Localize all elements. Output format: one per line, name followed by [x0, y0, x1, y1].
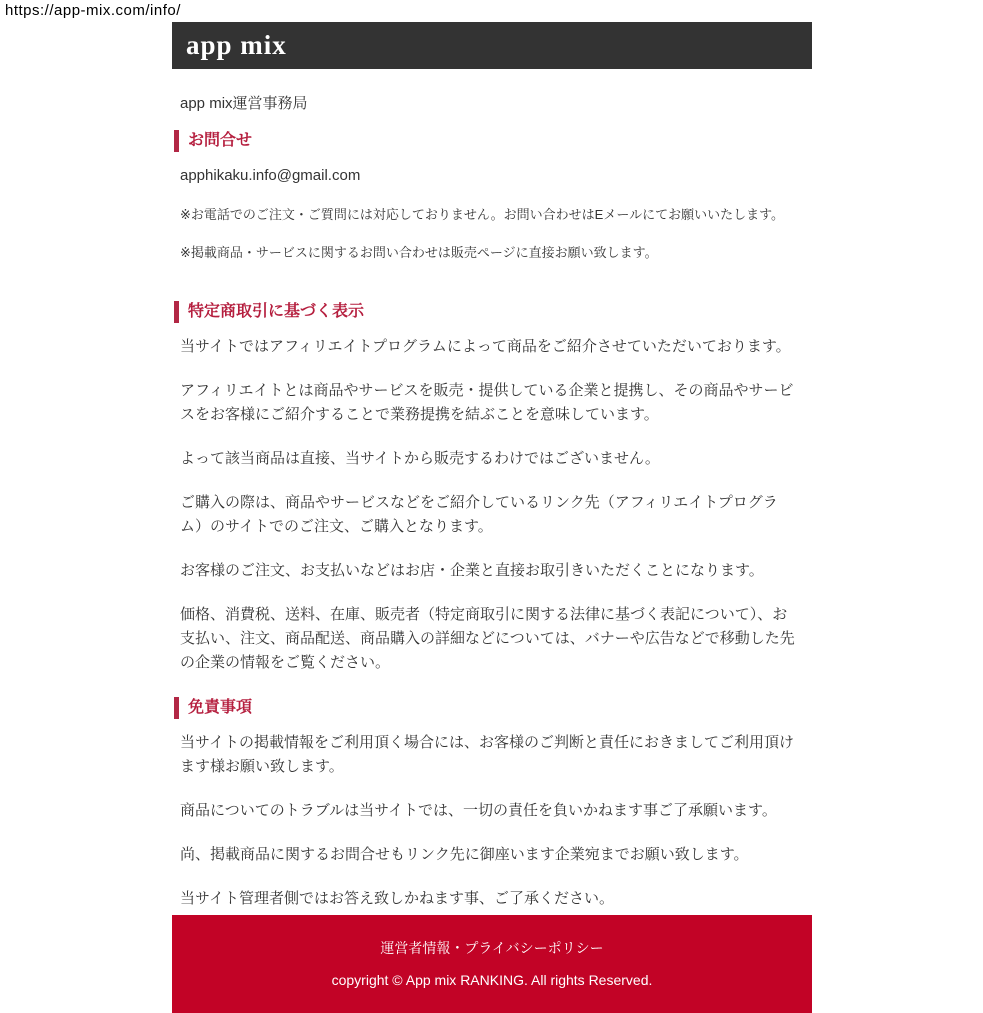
- contact-email: apphikaku.info@gmail.com: [180, 167, 361, 184]
- disclaimer-heading: 免責事項: [174, 697, 797, 719]
- contact-note: ※お電話でのご注文・ご質問には対応しておりません。お問い合わせはEメールにてお願いいたします。: [180, 207, 785, 222]
- body-paragraph: お客様のご注文、お支払いなどはお店・企業と直接お取引きいただくことになります。: [180, 562, 764, 579]
- site-footer: [172, 915, 812, 1013]
- body-paragraph: ご購入の際は、商品やサービスなどをご紹介しているリンク先（アフィリエイトプログラム）のサイトでのご注文、ご購入となります。: [180, 494, 778, 535]
- body-paragraph: 当サイトではアフィリエイトプログラムによって商品をご紹介させていただいております。: [180, 338, 791, 355]
- page-content: [172, 92, 812, 911]
- site-operator-text: app mix運営事務局: [180, 95, 308, 112]
- body-paragraph: アフィリエイトとは商品やサービスを販売・提供している企業と提携し、その商品やサービスをお客様にご紹介することで業務提携を結ぶことを意味しています。: [180, 382, 794, 423]
- body-paragraph: 当サイト管理者側ではお答え致しかねます事、ご了承ください。: [180, 890, 614, 907]
- body-paragraph: 価格、消費税、送料、在庫、販売者（特定商取引に関する法律に基づく表記について）、お支払い、注文、商品配送、商品購入の詳細などについては、バナーや広告などで移動した先の企業の情報をご覧ください。: [180, 606, 795, 671]
- body-paragraph: 商品についてのトラブルは当サイトでは、一切の責任を負いかねます事ご了承願います。: [180, 802, 777, 819]
- body-paragraph: 尚、掲載商品に関するお問合せもリンク先に御座います企業宛までお願い致します。: [180, 846, 749, 863]
- contact-heading: お問合せ: [174, 130, 797, 152]
- page-url-text: https://app-mix.com/info/: [5, 2, 181, 19]
- section-disclaimer: [180, 697, 797, 911]
- body-paragraph: 当サイトの掲載情報をご利用頂く場合には、お客様のご判断と責任におきましてご利用頂けます様お願い致します。: [180, 734, 794, 775]
- main-column: [172, 22, 812, 931]
- section-contact: [180, 130, 797, 263]
- contact-note: ※掲載商品・サービスに関するお問い合わせは販売ページに直接お願い致します。: [180, 245, 658, 260]
- commercial-transactions-heading: 特定商取引に基づく表示: [174, 301, 797, 323]
- section-commercial-transactions: [180, 301, 797, 675]
- body-paragraph: よって該当商品は直接、当サイトから販売するわけではございません。: [180, 450, 660, 467]
- site-logo[interactable]: app mix: [186, 30, 287, 60]
- privacy-policy-link[interactable]: 運営者情報・プライバシーポリシー: [380, 940, 604, 956]
- site-header: [172, 22, 812, 69]
- copyright-text: copyright © App mix RANKING. All rights Reserved.: [331, 972, 653, 988]
